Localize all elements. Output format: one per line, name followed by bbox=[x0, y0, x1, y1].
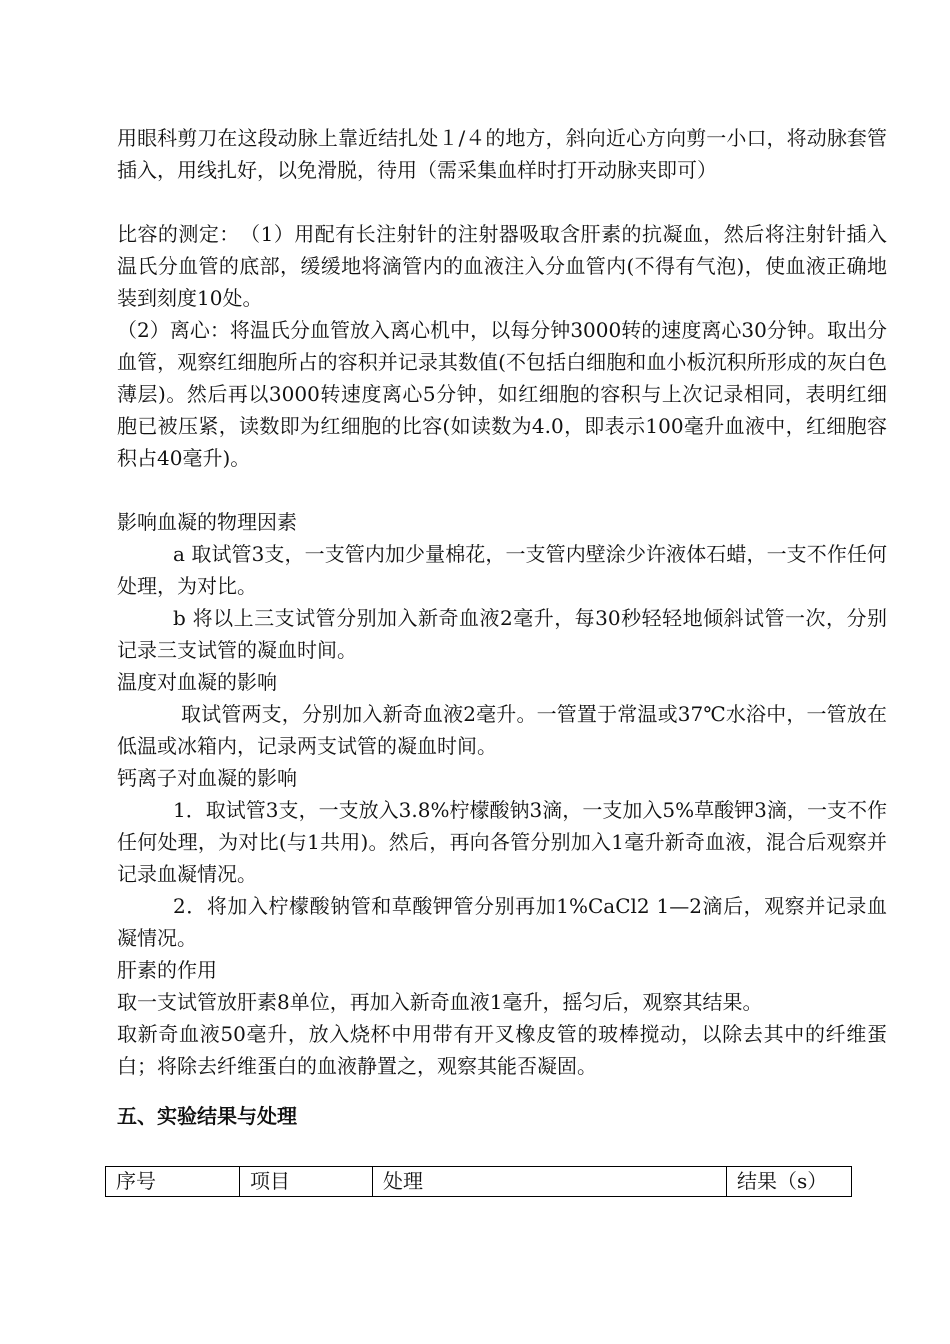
column-header-number: 序号 bbox=[106, 1167, 240, 1197]
paragraph-artery-cannula: 用眼科剪刀在这段动脉上靠近结扎处１/４的地方，斜向近心方向剪一小口，将动脉套管插入，用线扎好，以免滑脱，待用（需采集血样时打开动脉夹即可） bbox=[117, 126, 887, 182]
paragraph-physical-b: b 将以上三支试管分别加入新奇血液2毫升，每30秒轻轻地倾斜试管一次，分别记录三支试管的凝血时间。 bbox=[117, 606, 887, 662]
column-header-result: 结果（s） bbox=[727, 1167, 852, 1197]
paragraph-hematocrit-step1: 比容的测定： （1）用配有长注射针的注射器吸取含肝素的抗凝血，然后将注射针插入温氏分血管的底部，缓缓地将滴管内的血液注入分血管内(不得有气泡)，使血液正确地装到刻度10处。 bbox=[117, 222, 887, 310]
paragraph-heparin-1: 取一支试管放肝素8单位，再加入新奇血液1毫升，摇匀后，观察其结果。 bbox=[117, 990, 763, 1014]
heading-heparin: 肝素的作用 bbox=[117, 958, 217, 982]
table-header-row bbox=[106, 1167, 852, 1197]
heading-physical-factors: 影响血凝的物理因素 bbox=[117, 510, 297, 534]
section-title-results: 五、实验结果与处理 bbox=[117, 1104, 297, 1128]
column-header-item: 项目 bbox=[240, 1167, 373, 1197]
heading-calcium: 钙离子对血凝的影响 bbox=[117, 766, 297, 790]
results-table bbox=[105, 1166, 852, 1197]
heading-temperature: 温度对血凝的影响 bbox=[117, 670, 277, 694]
paragraph-temperature: 取试管两支，分别加入新奇血液2毫升。一管置于常温或37℃水浴中，一管放在低温或冰箱内，记录两支试管的凝血时间。 bbox=[117, 702, 887, 758]
paragraph-hematocrit-step2: （2）离心：将温氏分血管放入离心机中，以每分钟3000转的速度离心30分钟。取出分血管，观察红细胞所占的容积并记录其数值(不包括白细胞和血小板沉积所形成的灰白色薄层)。然后再以3000转速度离心5分钟，如红细胞的容积与上次记录相同，表明红细胞已被压紧，读数即为红细胞的比容(如读数为4.0，即表示100毫升血液中，红细胞容积占40毫升)。 bbox=[117, 318, 887, 470]
paragraph-calcium-2: 2．将加入柠檬酸钠管和草酸钾管分别再加1%CaCl2 1—2滴后，观察并记录血凝情况。 bbox=[117, 894, 887, 950]
paragraph-physical-a: a 取试管3支，一支管内加少量棉花，一支管内壁涂少许液体石蜡，一支不作任何处理，为对比。 bbox=[117, 542, 887, 598]
document-body bbox=[117, 122, 887, 1132]
column-header-treatment: 处理 bbox=[373, 1167, 727, 1197]
paragraph-calcium-1: 1．取试管3支，一支放入3.8%柠檬酸钠3滴，一支加入5%草酸钾3滴，一支不作任何处理，为对比(与1共用)。然后，再向各管分别加入1毫升新奇血液，混合后观察并记录血凝情况。 bbox=[117, 798, 887, 886]
paragraph-heparin-2: 取新奇血液50毫升，放入烧杯中用带有开叉橡皮管的玻棒搅动，以除去其中的纤维蛋白；将除去纤维蛋白的血液静置之，观察其能否凝固。 bbox=[117, 1022, 887, 1078]
